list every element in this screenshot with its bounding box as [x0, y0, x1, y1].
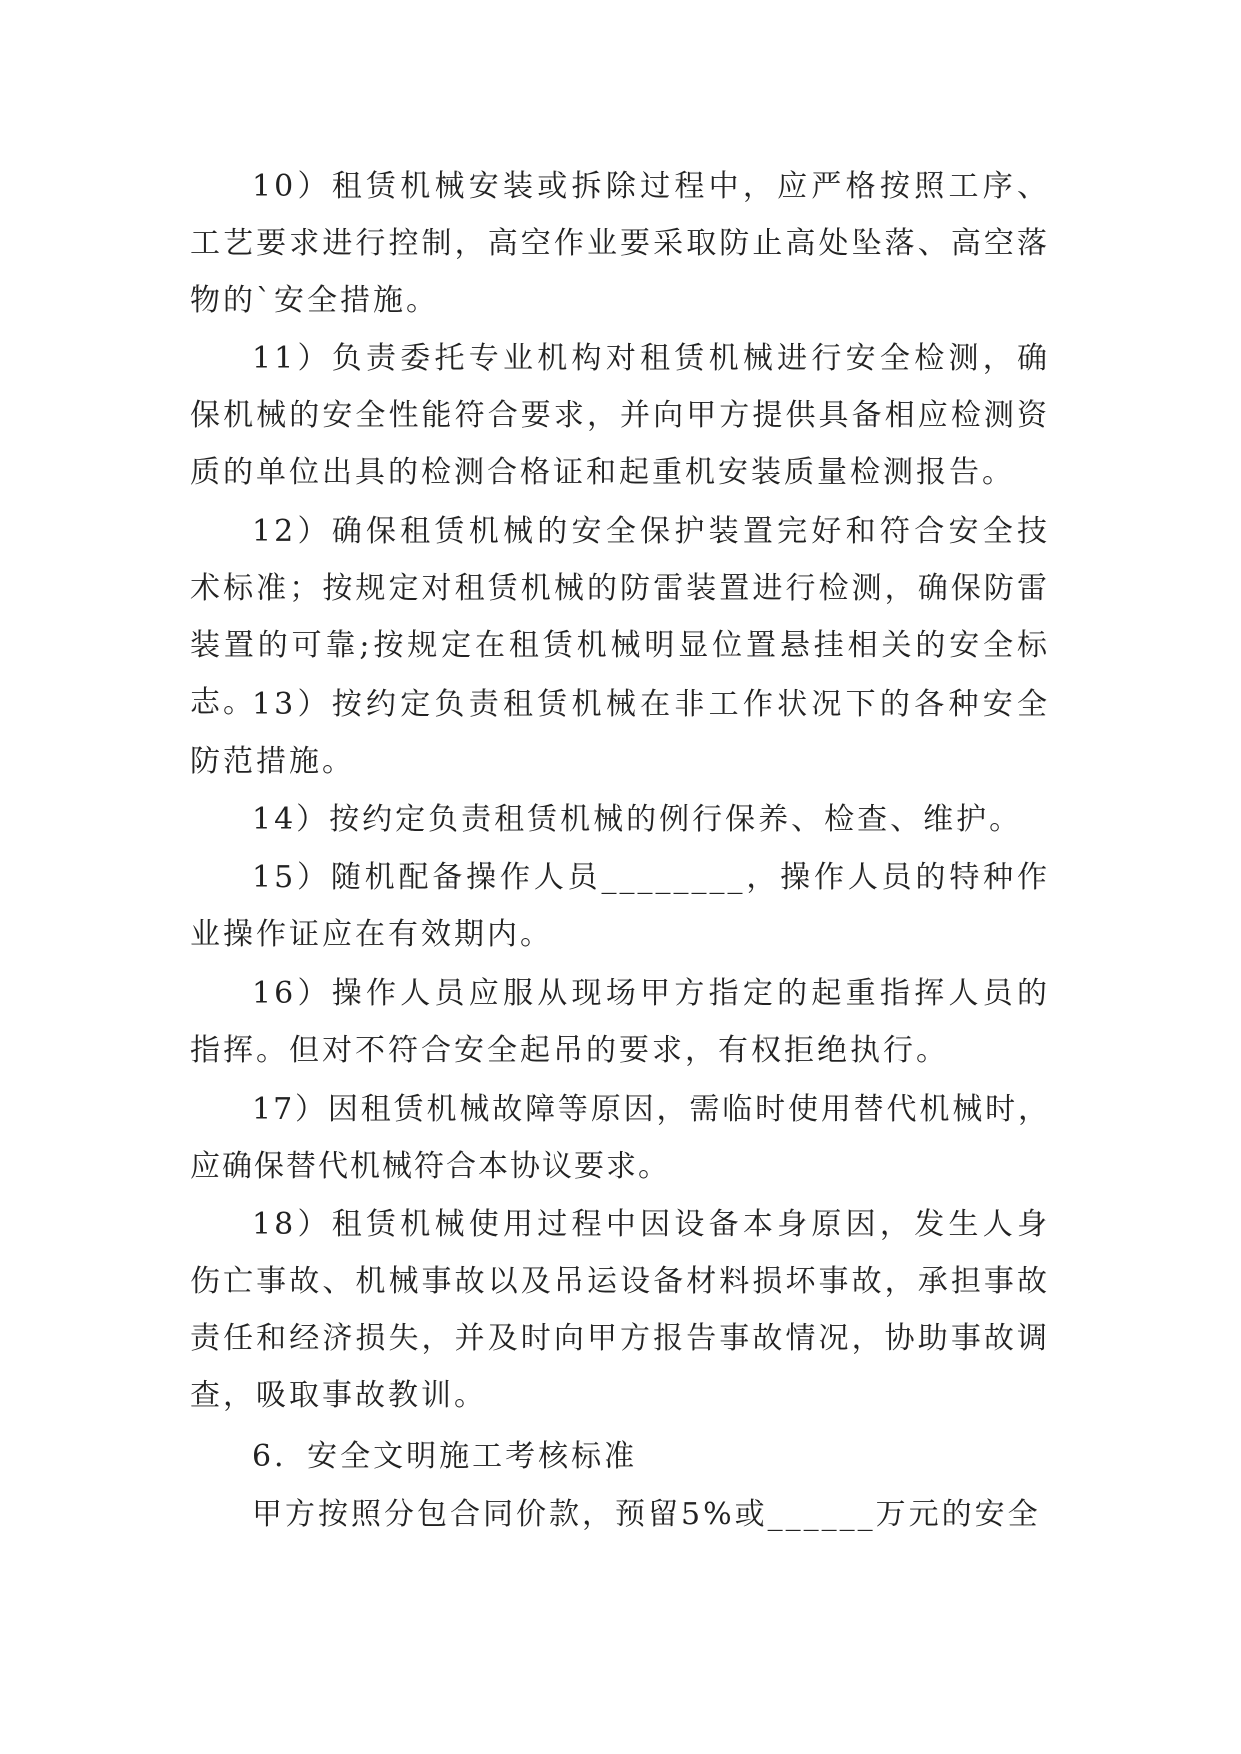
paragraph-item-14: 14）按约定负责租赁机械的例行保养、检查、维护。 [252, 802, 1023, 837]
section-heading-6: 6．安全文明施工考核标准 [252, 1439, 638, 1474]
paragraph-item-18: 18）租赁机械使用过程中因设备本身原因，发生人身伤亡事故、机械事故以及吊运设备材料损坏事故，承担事故责任和经济损失，并及时向甲方报告事故情况，协助事故调查，吸取事故教训。 [190, 1207, 1050, 1413]
paragraph-item-13: 13）按约定负责租赁机械在非工作状况下的各种安全防范措施。 [190, 687, 1050, 779]
paragraph-item-11: 11）负责委托专业机构对租赁机械进行安全检测，确保机械的安全性能符合要求，并向甲方提供具备相应检测资质的单位出具的检测合格证和起重机安装质量检测报告。 [190, 341, 1050, 490]
paragraph-item-16: 16）操作人员应服从现场甲方指定的起重指挥人员的指挥。但对不符合安全起吊的要求，有权拒绝执行。 [190, 976, 1050, 1068]
paragraph-item-15: 15）随机配备操作人员________，操作人员的特种作业操作证应在有效期内。 [190, 860, 1050, 952]
paragraph-item-17: 17）因租赁机械故障等原因，需临时使用替代机械时，应确保替代机械符合本协议要求。 [190, 1092, 1050, 1184]
paragraph-item-12: 12）确保租赁机械的安全保护装置完好和符合安全技术标准；按规定对租赁机械的防雷装置进行检测，确保防雷装置的可靠;按规定在租赁机械明显位置悬挂相关的安全标志。 [190, 514, 1050, 720]
section-6-body: 甲方按照分包合同价款，预留5%或______万元的安全 [252, 1497, 1041, 1532]
paragraph-item-10: 10）租赁机械安装或拆除过程中，应严格按照工序、工艺要求进行控制，高空作业要采取防止高处坠落、高空落物的`安全措施。 [190, 169, 1050, 318]
